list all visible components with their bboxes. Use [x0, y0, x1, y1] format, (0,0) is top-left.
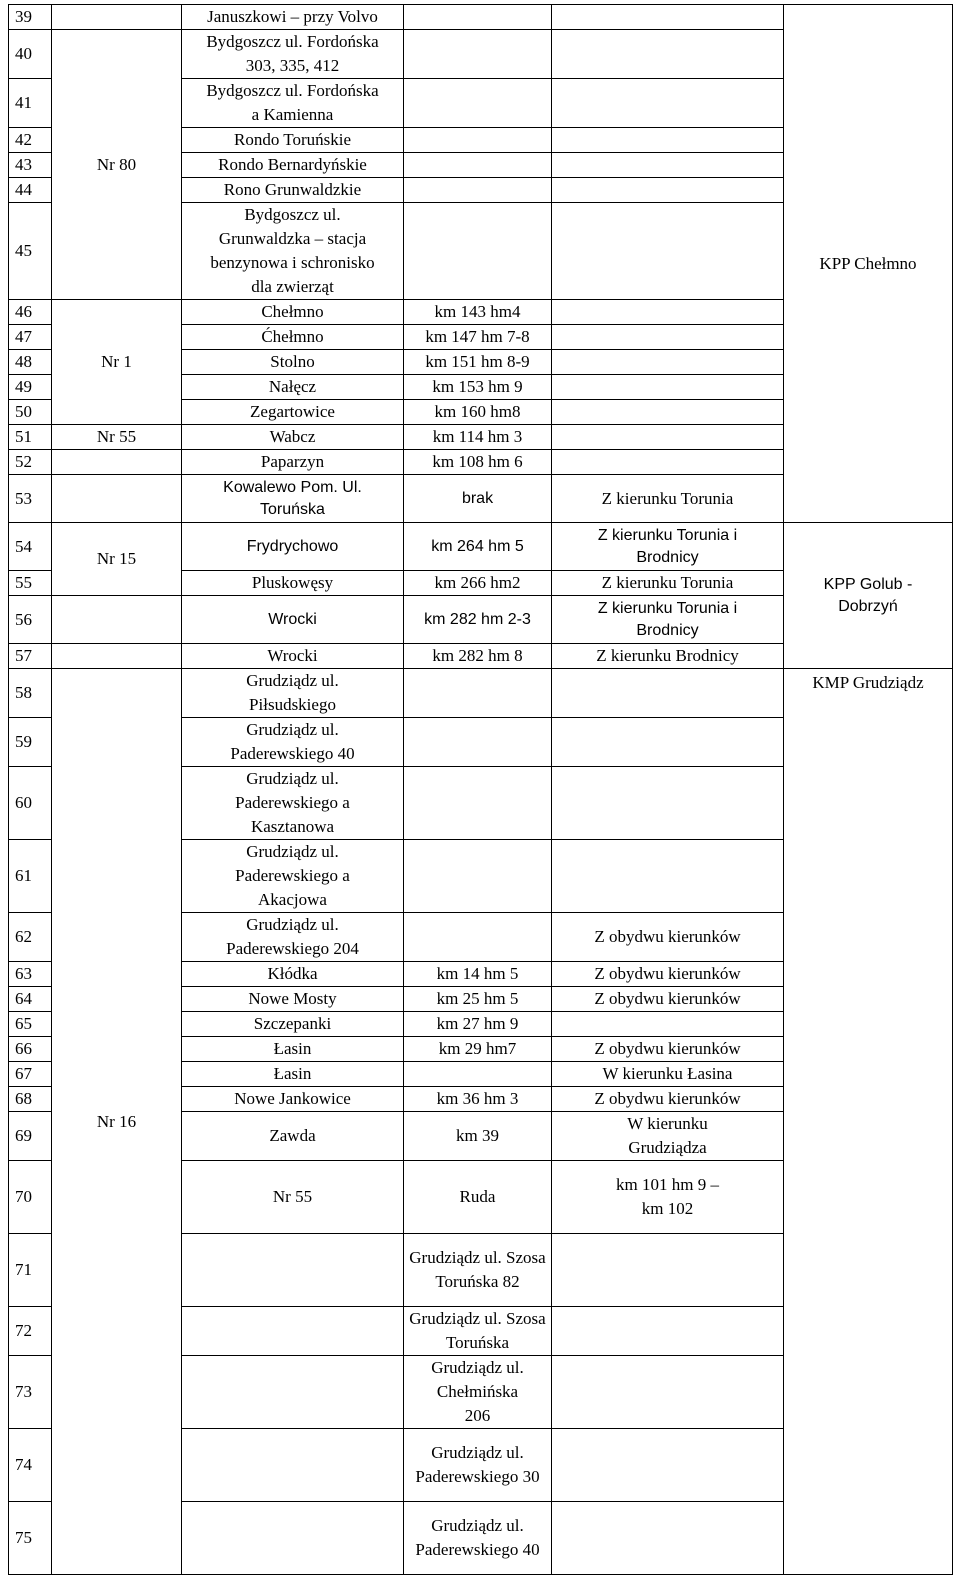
road-position: km 282 hm 2-3 [404, 596, 552, 644]
road-cell: Nr 55 [52, 425, 182, 450]
road-cell: Nr 1 [52, 300, 182, 425]
row-number: 52 [9, 450, 52, 475]
road-position: km 160 hm8 [404, 400, 552, 425]
direction [552, 840, 784, 913]
road-position [404, 718, 552, 767]
direction [552, 30, 784, 79]
road-position: km 266 hm2 [404, 571, 552, 596]
location-name: Rono Grunwaldzkie [182, 178, 404, 203]
row-number: 70 [9, 1161, 52, 1234]
road-position: km 27 hm 9 [404, 1012, 552, 1037]
location-name: Grudziądz ul. Paderewskiego 204 [182, 913, 404, 962]
table-row [9, 523, 953, 571]
row-number: 66 [9, 1037, 52, 1062]
table-row [9, 5, 953, 30]
road-position: km 151 hm 8-9 [404, 350, 552, 375]
location-name: Szczepanki [182, 1012, 404, 1037]
row-number: 46 [9, 300, 52, 325]
location-name: Ćhełmno [182, 325, 404, 350]
row-number: 39 [9, 5, 52, 30]
row-number: 68 [9, 1087, 52, 1112]
row-number: 69 [9, 1112, 52, 1161]
row-number: 54 [9, 523, 52, 571]
location-name: Grudziądz ul. Paderewskiego 40 [182, 718, 404, 767]
location-name: Bydgoszcz ul. Grunwaldzka – stacja benzynowa i schronisko dla zwierząt [182, 203, 404, 300]
row-number: 58 [9, 669, 52, 718]
location-name: Bydgoszcz ul. Fordońska a Kamienna [182, 79, 404, 128]
location-name: Rondo Toruńskie [182, 128, 404, 153]
road-position [404, 669, 552, 718]
road-position [404, 913, 552, 962]
direction: Z kierunku Torunia [552, 571, 784, 596]
location-name: Chełmno [182, 300, 404, 325]
row-number: 41 [9, 79, 52, 128]
road-position: km 29 hm7 [404, 1037, 552, 1062]
row-number: 55 [9, 571, 52, 596]
row-number: 40 [9, 30, 52, 79]
row-number: 74 [9, 1429, 52, 1502]
location-name: Grudziądz ul. Szosa Toruńska [404, 1307, 552, 1356]
location-name: Zegartowice [182, 400, 404, 425]
location-name: Kowalewo Pom. Ul. Toruńska [182, 475, 404, 523]
row-number: 67 [9, 1062, 52, 1087]
location-name: Wabcz [182, 425, 404, 450]
road-position: km 101 hm 9 – km 102 [552, 1161, 784, 1234]
checkpoint-table [8, 4, 953, 1575]
road-position [404, 128, 552, 153]
row-number: 64 [9, 987, 52, 1012]
road-position: km 25 hm 5 [404, 987, 552, 1012]
direction: Z obydwu kierunków [552, 1037, 784, 1062]
road-cell [182, 1429, 404, 1502]
police-unit: KPP Chełmno [784, 5, 953, 523]
row-number: 47 [9, 325, 52, 350]
road-position [404, 1062, 552, 1087]
location-name: Kłódka [182, 962, 404, 987]
row-number: 42 [9, 128, 52, 153]
location-name: Wrocki [182, 596, 404, 644]
row-number: 72 [9, 1307, 52, 1356]
road-cell: Nr 15 [52, 523, 182, 596]
row-number: 53 [9, 475, 52, 523]
road-position [552, 1502, 784, 1575]
location-name: Stolno [182, 350, 404, 375]
direction: Z obydwu kierunków [552, 987, 784, 1012]
road-position: km 36 hm 3 [404, 1087, 552, 1112]
row-number: 60 [9, 767, 52, 840]
road-position: km 147 hm 7-8 [404, 325, 552, 350]
row-number: 63 [9, 962, 52, 987]
road-cell: Nr 80 [52, 30, 182, 300]
road-position [404, 767, 552, 840]
direction [552, 669, 784, 718]
road-cell [52, 5, 182, 30]
location-name: Grudziądz ul. Piłsudskiego [182, 669, 404, 718]
road-position [404, 840, 552, 913]
road-position [552, 1356, 784, 1429]
direction [552, 425, 784, 450]
row-number: 57 [9, 644, 52, 669]
direction [552, 203, 784, 300]
road-cell [182, 1356, 404, 1429]
direction: Z obydwu kierunków [552, 913, 784, 962]
direction [552, 767, 784, 840]
direction [552, 1012, 784, 1037]
location-name: Bydgoszcz ul. Fordońska 303, 335, 412 [182, 30, 404, 79]
road-position [404, 203, 552, 300]
direction [552, 350, 784, 375]
road-position [552, 1307, 784, 1356]
road-position: km 39 [404, 1112, 552, 1161]
road-position: km 282 hm 8 [404, 644, 552, 669]
road-position: km 14 hm 5 [404, 962, 552, 987]
row-number: 43 [9, 153, 52, 178]
road-cell: Nr 16 [52, 669, 182, 1575]
road-position [552, 1429, 784, 1502]
row-number: 48 [9, 350, 52, 375]
road-cell [182, 1307, 404, 1356]
location-name: Nałęcz [182, 375, 404, 400]
direction: W kierunku Łasina [552, 1062, 784, 1087]
road-position: km 264 hm 5 [404, 523, 552, 571]
direction [552, 400, 784, 425]
location-name: Grudziądz ul. Paderewskiego a Kasztanowa [182, 767, 404, 840]
direction [552, 153, 784, 178]
police-unit: KMP Grudziądz [784, 669, 953, 1575]
road-position [404, 79, 552, 128]
location-name: Grudziądz ul. Chełmińska 206 [404, 1356, 552, 1429]
location-name: Paparzyn [182, 450, 404, 475]
location-name: Frydrychowo [182, 523, 404, 571]
location-name: Ruda [404, 1161, 552, 1234]
direction [552, 5, 784, 30]
direction: W kierunku Grudziądza [552, 1112, 784, 1161]
row-number: 73 [9, 1356, 52, 1429]
row-number: 59 [9, 718, 52, 767]
location-name: Pluskowęsy [182, 571, 404, 596]
road-position [404, 178, 552, 203]
direction [552, 718, 784, 767]
direction: Z obydwu kierunków [552, 1087, 784, 1112]
row-number: 56 [9, 596, 52, 644]
direction: Z kierunku Torunia i Brodnicy [552, 523, 784, 571]
road-cell [52, 450, 182, 475]
road-position [404, 153, 552, 178]
location-name: Grudziądz ul. Szosa Toruńska 82 [404, 1234, 552, 1307]
direction [552, 375, 784, 400]
location-name: Januszkowi – przy Volvo [182, 5, 404, 30]
location-name: Wrocki [182, 644, 404, 669]
table-row [9, 669, 953, 718]
location-name: Rondo Bernardyńskie [182, 153, 404, 178]
direction: Z kierunku Torunia [552, 475, 784, 523]
road-cell [182, 1502, 404, 1575]
direction [552, 128, 784, 153]
road-cell [52, 475, 182, 523]
location-name: Grudziądz ul. Paderewskiego a Akacjowa [182, 840, 404, 913]
row-number: 51 [9, 425, 52, 450]
police-unit: KPP Golub - Dobrzyń [784, 523, 953, 669]
direction [552, 450, 784, 475]
road-position [404, 30, 552, 79]
row-number: 49 [9, 375, 52, 400]
direction: Z obydwu kierunków [552, 962, 784, 987]
row-number: 45 [9, 203, 52, 300]
direction [552, 325, 784, 350]
location-name: Zawda [182, 1112, 404, 1161]
row-number: 61 [9, 840, 52, 913]
location-name: Łasin [182, 1037, 404, 1062]
location-name: Grudziądz ul. Paderewskiego 40 [404, 1502, 552, 1575]
row-number: 44 [9, 178, 52, 203]
road-position: km 108 hm 6 [404, 450, 552, 475]
road-position [552, 1234, 784, 1307]
row-number: 65 [9, 1012, 52, 1037]
location-name: Grudziądz ul. Paderewskiego 30 [404, 1429, 552, 1502]
direction: Z kierunku Brodnicy [552, 644, 784, 669]
direction [552, 79, 784, 128]
location-name: Łasin [182, 1062, 404, 1087]
direction [552, 300, 784, 325]
row-number: 62 [9, 913, 52, 962]
location-name: Nowe Mosty [182, 987, 404, 1012]
road-position: km 143 hm4 [404, 300, 552, 325]
road-position: km 153 hm 9 [404, 375, 552, 400]
direction: Z kierunku Torunia i Brodnicy [552, 596, 784, 644]
road-cell [52, 644, 182, 669]
row-number: 50 [9, 400, 52, 425]
road-cell: Nr 55 [182, 1161, 404, 1234]
road-position: km 114 hm 3 [404, 425, 552, 450]
location-name: Nowe Jankowice [182, 1087, 404, 1112]
road-position [404, 5, 552, 30]
road-cell [182, 1234, 404, 1307]
row-number: 71 [9, 1234, 52, 1307]
row-number: 75 [9, 1502, 52, 1575]
direction [552, 178, 784, 203]
road-cell [52, 596, 182, 644]
road-position: brak [404, 475, 552, 523]
